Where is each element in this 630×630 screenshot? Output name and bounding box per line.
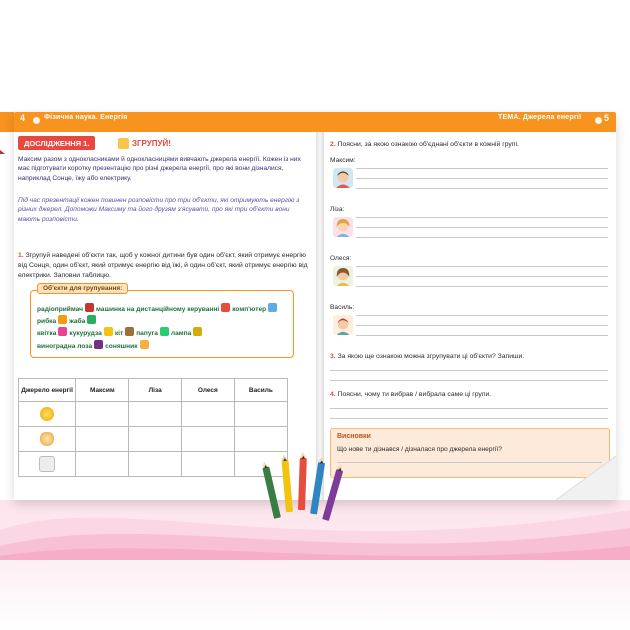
question-2-text: Поясни, за якою ознакою об'єднані об'єкти в кожній групі. <box>337 141 519 148</box>
parrot-icon <box>160 327 169 336</box>
activity-title: ЗГРУПУЙ! <box>132 138 171 148</box>
pencil-red <box>298 458 307 510</box>
rc-car-icon <box>221 303 230 312</box>
question-4 <box>330 390 608 400</box>
grouping-table <box>18 378 288 477</box>
lamp-icon <box>193 327 202 336</box>
answer-line[interactable] <box>356 188 608 189</box>
answer-line[interactable] <box>356 227 608 228</box>
answer-cell[interactable] <box>234 402 287 427</box>
food-icon <box>40 432 54 446</box>
answer-line[interactable] <box>330 370 608 371</box>
fish-icon <box>58 315 67 324</box>
table-header-cell: Максим <box>76 379 129 402</box>
left-header-title: Фізична наука. Енергія <box>44 114 128 121</box>
answer-cell[interactable] <box>129 452 181 477</box>
corn-icon <box>104 327 113 336</box>
conclusion-text: Що нове ти дізнався / дізналася про джерела енергії? <box>337 446 502 453</box>
right-page-number: 5 <box>604 113 610 123</box>
answer-cell[interactable] <box>76 402 129 427</box>
answer-line[interactable] <box>356 266 608 267</box>
object-item: папуга <box>136 330 158 338</box>
task-1-text: Згрупуй наведені об'єкти так, щоб у кожної дитини був один об'єкт, який отримує енергію від Сонця, один об'єкт, який отримує енергію від їжі, й один об'єкт, який отримує енергію від електрики. Заповни таблицю. <box>18 252 308 279</box>
group-icon <box>118 138 129 149</box>
answer-cell[interactable] <box>234 427 287 452</box>
conclusion-label: Висновки <box>337 433 371 440</box>
answer-line[interactable] <box>356 217 608 218</box>
sun-icon <box>40 407 54 421</box>
object-item: кукурудза <box>69 330 102 338</box>
question-3 <box>330 352 608 362</box>
answer-cell[interactable] <box>181 452 234 477</box>
task-1 <box>18 251 308 281</box>
answer-line[interactable] <box>330 418 608 419</box>
table-row <box>19 427 288 452</box>
name-label-olesia: Олеся: <box>330 255 352 262</box>
task-1-number: 1. <box>18 252 24 259</box>
object-item: машинка на дистанційному керуванні <box>95 306 220 313</box>
table-header-cell: Василь <box>234 379 287 402</box>
object-item: кіт <box>114 330 124 338</box>
cat-icon <box>125 327 134 336</box>
question-3-text: За якою ще ознакою можна згрупувати ці об'єкти? Запиши. <box>337 353 525 360</box>
objects-box <box>30 285 294 358</box>
header-dot-right <box>595 117 602 124</box>
answer-cell[interactable] <box>129 402 181 427</box>
objects-list <box>37 303 287 352</box>
avatar-liza <box>333 217 353 237</box>
table-row <box>19 452 288 477</box>
table-header-cell: Ліза <box>129 379 181 402</box>
objects-box-caption: Об'єкти для групування: <box>37 283 128 294</box>
object-item: комп'ютер <box>232 306 267 313</box>
question-2-number: 2. <box>330 141 336 148</box>
answer-cell[interactable] <box>76 452 129 477</box>
answer-line[interactable] <box>356 276 608 277</box>
avatar-olesia <box>333 266 353 286</box>
grapevine-icon <box>94 340 103 349</box>
table-header-row <box>19 379 288 402</box>
name-label-liza: Ліза: <box>330 206 345 213</box>
plug-icon <box>39 456 55 472</box>
row-icon-cell <box>19 452 76 477</box>
research-ribbon <box>18 136 95 150</box>
answer-line[interactable] <box>356 325 608 326</box>
computer-icon <box>268 303 277 312</box>
background-top <box>0 0 630 115</box>
avatar-vasyl <box>333 315 353 335</box>
answer-line[interactable] <box>356 286 608 287</box>
object-item: виноградна лоза <box>37 342 93 350</box>
sunflower-icon <box>140 340 149 349</box>
question-4-text: Поясни, чому ти вибрав / вибрала саме ці групи. <box>337 391 492 398</box>
table-row <box>19 402 288 427</box>
answer-line[interactable] <box>356 315 608 316</box>
object-item: жаба <box>69 318 86 326</box>
object-item: рибка <box>37 318 57 326</box>
question-4-number: 4. <box>330 391 336 398</box>
pencils-decoration <box>268 452 358 522</box>
question-2 <box>330 140 608 150</box>
book-gutter <box>316 112 324 500</box>
pencil-blue <box>310 462 325 514</box>
answer-line[interactable] <box>356 168 608 169</box>
table-header-cell: Джерело енергії <box>19 379 76 402</box>
name-label-vasyl: Василь: <box>330 304 355 311</box>
row-icon-cell <box>19 427 76 452</box>
frog-icon <box>87 315 96 324</box>
research-ribbon-label: ДОСЛІДЖЕННЯ 1. <box>24 138 90 148</box>
pencil-purple <box>322 469 343 521</box>
answer-cell[interactable] <box>76 427 129 452</box>
answer-cell[interactable] <box>129 427 181 452</box>
page-curl <box>556 456 618 504</box>
name-label-maksym: Максим: <box>330 157 356 164</box>
right-header-title: ТЕМА. Джерела енергії <box>498 114 582 121</box>
pencil-yellow <box>281 460 293 512</box>
object-item: лампа <box>170 330 192 338</box>
answer-line[interactable] <box>330 380 608 381</box>
answer-cell[interactable] <box>181 427 234 452</box>
intro-paragraph-2: Під час презентації кожен повинен розповісти про три об'єкти, які отримують енергію з різних джерел. Допоможи Максиму та його друзям з'ясувати, про які три об'єкти вони мають розповісти. <box>18 197 300 223</box>
row-icon-cell <box>19 402 76 427</box>
left-page-number: 4 <box>20 113 26 123</box>
answer-line[interactable] <box>330 408 608 409</box>
object-item: квітка <box>37 330 57 338</box>
flower-icon <box>58 327 67 336</box>
avatar-maksym <box>333 168 353 188</box>
ribbon-fold <box>0 150 5 154</box>
radio-icon <box>85 303 94 312</box>
answer-line[interactable] <box>356 335 608 336</box>
object-item: радіоприймач <box>37 306 83 313</box>
answer-line[interactable] <box>356 237 608 238</box>
answer-line[interactable] <box>356 178 608 179</box>
intro-paragraph-1: Максим разом з однокласниками й однокласницями вивчають джерела енергії. Кожен із них має підготувати коротку презентацію про різні джерела енергії, про які вони дізналися, наприклад Сонце, їжу або електрику. <box>18 156 301 182</box>
table-header-cell: Олеся <box>181 379 234 402</box>
header-dot-left <box>33 117 40 124</box>
question-3-number: 3. <box>330 353 336 360</box>
answer-cell[interactable] <box>181 402 234 427</box>
activity-title-group <box>118 136 171 150</box>
object-item: соняшник <box>105 342 138 350</box>
